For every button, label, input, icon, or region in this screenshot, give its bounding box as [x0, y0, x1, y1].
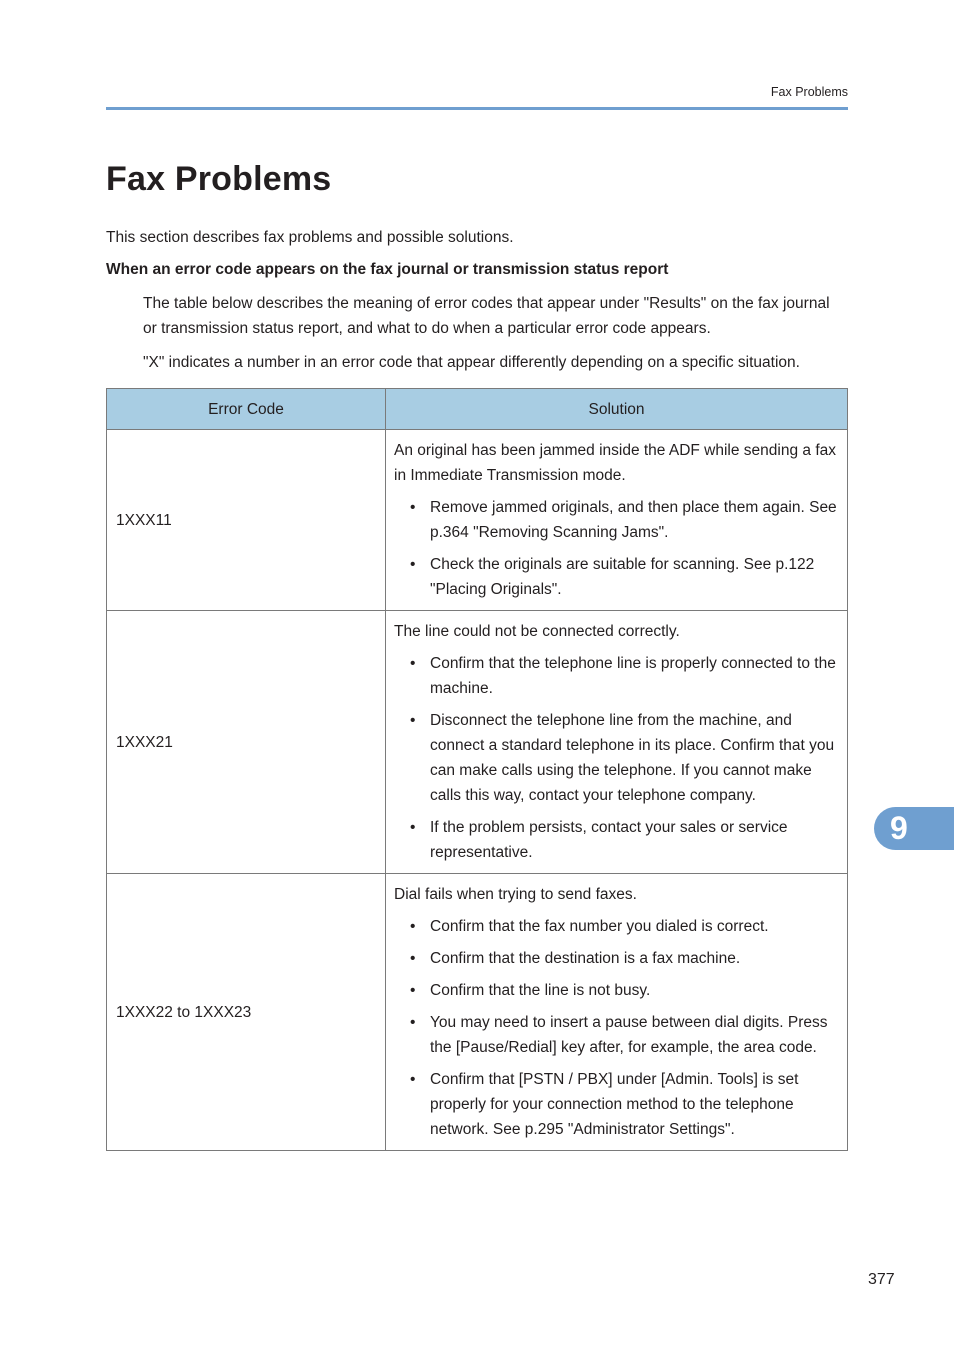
solution-cell — [386, 430, 848, 611]
chapter-tab — [874, 807, 954, 850]
table-header-row — [107, 389, 848, 430]
solution-item: • Remove jammed originals, and then place them again. See p.364 "Removing Scanning Jams". — [394, 495, 839, 545]
intro-text: This section describes fax problems and possible solutions. — [106, 229, 514, 246]
solution-item: • Confirm that the telephone line is properly connected to the machine. — [394, 651, 839, 701]
solution-cell — [386, 611, 848, 874]
solution-item: • You may need to insert a pause between dial digits. Press the [Pause/Redial] key after, for example, the area code. — [394, 1010, 839, 1060]
solution-item: • Check the originals are suitable for scanning. See p.122 "Placing Originals". — [394, 552, 839, 602]
note-paragraph: "X" indicates a number in an error code that appear differently depending on a specific situation. — [143, 354, 800, 371]
page-title: Fax Problems — [106, 160, 332, 198]
solution-lead: Dial fails when trying to send faxes. — [394, 886, 637, 903]
running-header: Fax Problems — [770, 85, 848, 99]
solution-item: • Confirm that the fax number you dialed is correct. — [394, 914, 839, 939]
solution-cell — [386, 874, 848, 1151]
error-code-table — [106, 388, 848, 1151]
solution-lead: An original has been jammed inside the ADF while sending a fax in Immediate Transmission mode. — [394, 442, 837, 484]
header-rule — [106, 107, 848, 110]
error-code-cell: 1XXX22 to 1XXX23 — [107, 874, 386, 1151]
chapter-number: 9 — [890, 810, 908, 846]
column-header-error-code: Error Code — [107, 389, 386, 430]
table-row — [107, 430, 848, 611]
solution-list — [394, 914, 839, 1142]
solution-lead: The line could not be connected correctly. — [394, 623, 680, 640]
solution-item: • Disconnect the telephone line from the machine, and connect a standard telephone in its place. Confirm that you can make calls using the telephone. If you cannot make calls this way, contact your telephone company. — [394, 708, 839, 808]
column-header-solution: Solution — [386, 389, 848, 430]
description-paragraph: The table below describes the meaning of error codes that appear under "Results" on the fax journal or transmission status report, and what to do when a particular error code appears. — [143, 295, 830, 337]
page-number: 377 — [868, 1271, 895, 1288]
solution-item: • Confirm that [PSTN / PBX] under [Admin. Tools] is set properly for your connection method to the telephone network. See p.295 "Administrator Settings". — [394, 1067, 839, 1142]
table-row — [107, 874, 848, 1151]
section-subheading: When an error code appears on the fax journal or transmission status report — [106, 261, 669, 278]
solution-item: • If the problem persists, contact your sales or service representative. — [394, 815, 839, 865]
solution-list — [394, 651, 839, 865]
error-code-cell: 1XXX21 — [107, 611, 386, 874]
table-row — [107, 611, 848, 874]
solution-item: • Confirm that the destination is a fax machine. — [394, 946, 839, 971]
error-code-cell: 1XXX11 — [107, 430, 386, 611]
solution-item: • Confirm that the line is not busy. — [394, 978, 839, 1003]
solution-list — [394, 495, 839, 602]
